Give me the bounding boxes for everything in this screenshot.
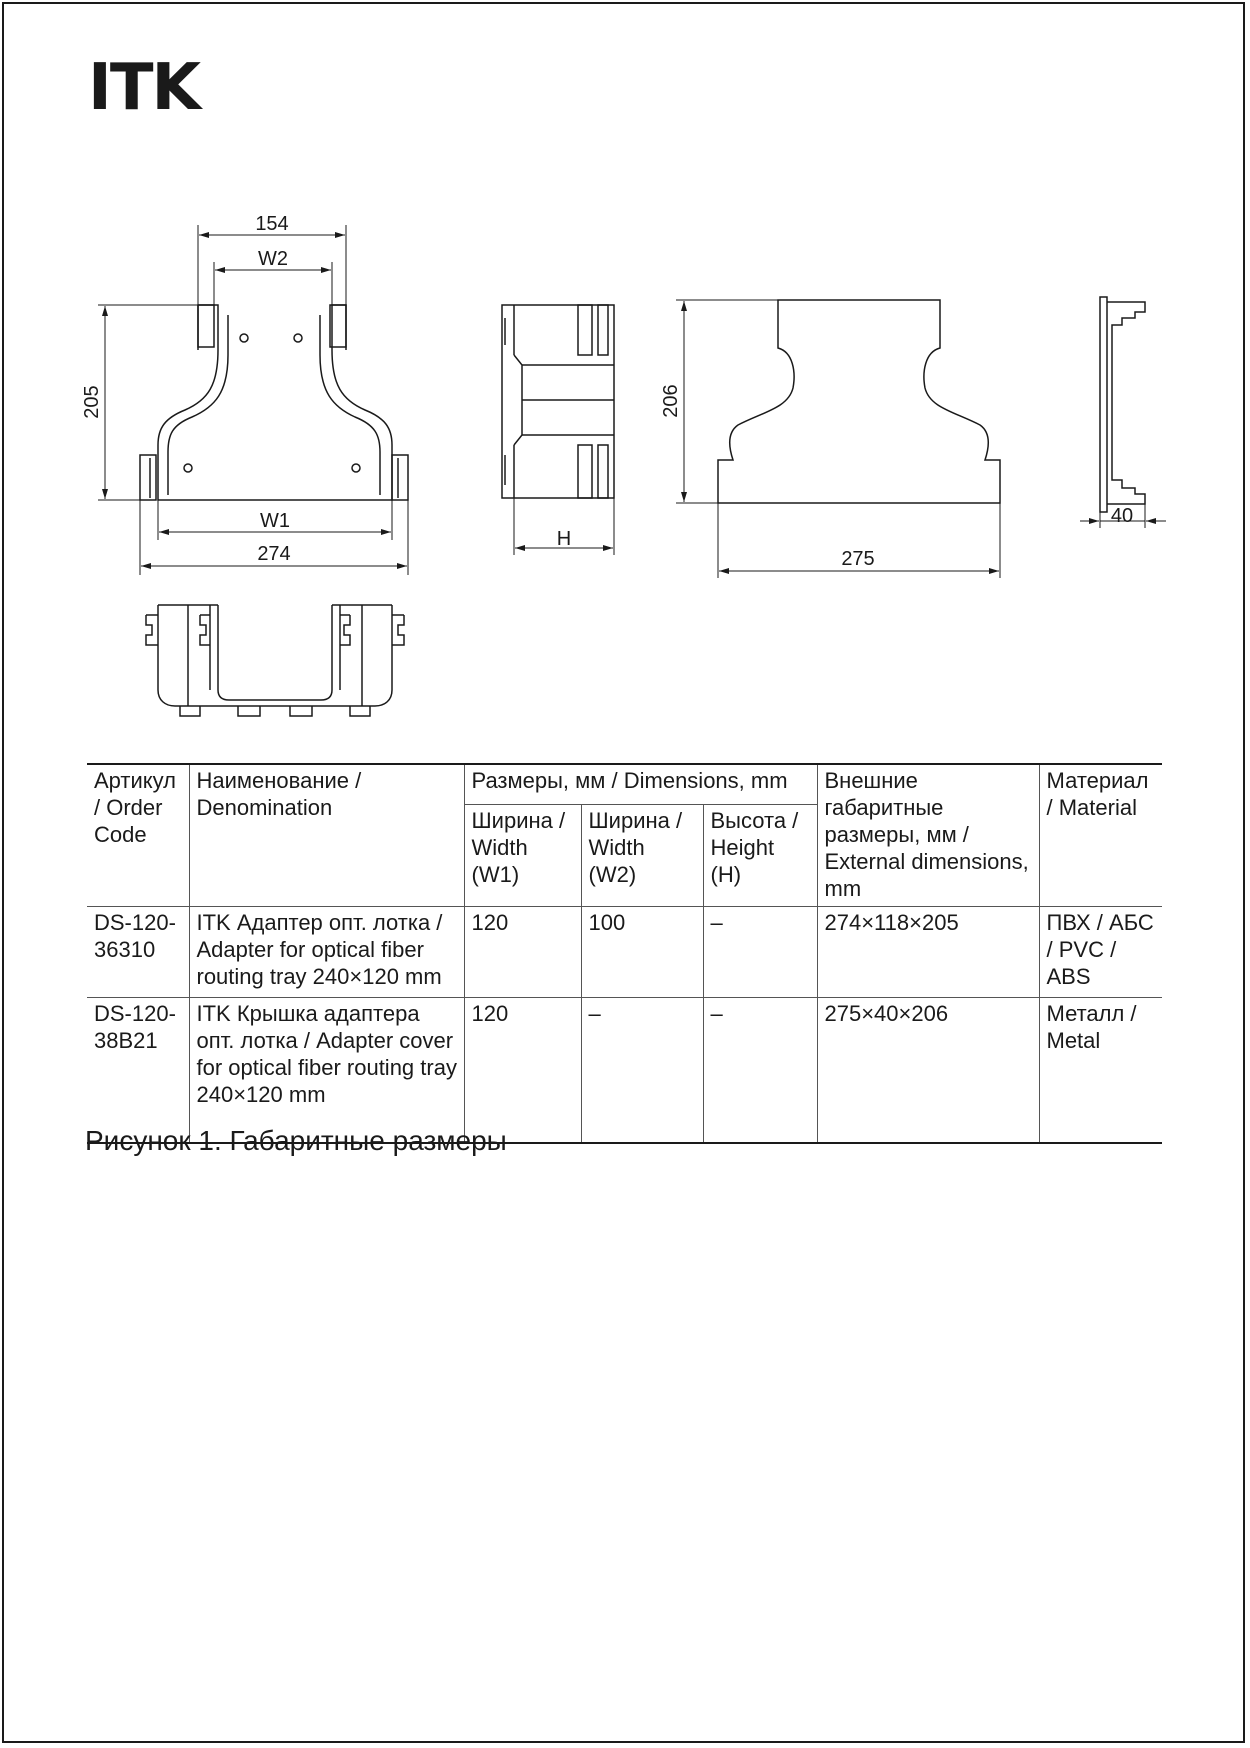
- cell-material: ПВХ / АБС / PVC / ABS: [1039, 907, 1162, 998]
- dim-h-label: H: [556, 528, 572, 550]
- dim-w1-label: W1: [260, 510, 290, 532]
- adapter-side-view: [502, 305, 614, 498]
- header-height-h: Высота / Height (H): [703, 804, 817, 906]
- dim-40-label: 40: [1110, 505, 1134, 527]
- cell-denomination: ITK Адаптер опт. лотка / Adapter for optical fiber routing tray 240×120 mm: [189, 907, 464, 998]
- cell-denomination: ITK Крышка адаптера опт. лотка / Adapter cover for optical fiber routing tray 240×120 mm: [189, 998, 464, 1144]
- cell-external-dimensions: 274×118×205: [817, 907, 1039, 998]
- technical-drawings: [0, 0, 1250, 760]
- cover-side-view: [1100, 297, 1145, 512]
- dim-275-label: 275: [841, 548, 875, 570]
- header-dimensions: Размеры, мм / Dimensions, mm: [464, 764, 817, 804]
- header-width-w2: Ширина / Width (W2): [581, 804, 703, 906]
- cell-order-code: DS-120-38B21: [87, 998, 189, 1144]
- dim-w2-label: W2: [258, 248, 288, 270]
- dim-206-label: 206: [660, 384, 682, 418]
- cell-material: Металл / Metal: [1039, 998, 1162, 1144]
- specification-table: [87, 763, 1162, 1144]
- header-denomination: Наименование / Denomination: [189, 764, 464, 907]
- itk-logo: ITK: [88, 51, 200, 125]
- table-header-row: [87, 764, 1162, 804]
- header-material: Материал / Material: [1039, 764, 1162, 907]
- cell-width-w2: –: [581, 998, 703, 1144]
- cell-external-dimensions: 275×40×206: [817, 998, 1039, 1144]
- dim-205-label: 205: [81, 385, 103, 419]
- cell-width-w1: 120: [464, 907, 581, 998]
- cell-order-code: DS-120-36310: [87, 907, 189, 998]
- table-row: [87, 998, 1162, 1144]
- figure-caption: Рисунок 1. Габаритные размеры: [85, 1125, 507, 1156]
- cell-height-h: –: [703, 907, 817, 998]
- header-order-code: Артикул / Order Code: [87, 764, 189, 907]
- cell-width-w2: 100: [581, 907, 703, 998]
- cell-width-w1: 120: [464, 998, 581, 1144]
- header-external-dimensions: Внешние габаритные размеры, мм / External dimensions, mm: [817, 764, 1039, 907]
- adapter-front-view: [146, 605, 404, 716]
- cell-height-h: –: [703, 998, 817, 1144]
- cover-top-view: [718, 300, 1000, 503]
- table-row: [87, 907, 1162, 998]
- dim-274-label: 274: [257, 543, 291, 565]
- cover-top-dimensions: [676, 300, 1000, 578]
- adapter-top-dimensions: [98, 225, 408, 575]
- adapter-top-view: [140, 305, 408, 500]
- dim-154-label: 154: [255, 213, 289, 235]
- header-width-w1: Ширина / Width (W1): [464, 804, 581, 906]
